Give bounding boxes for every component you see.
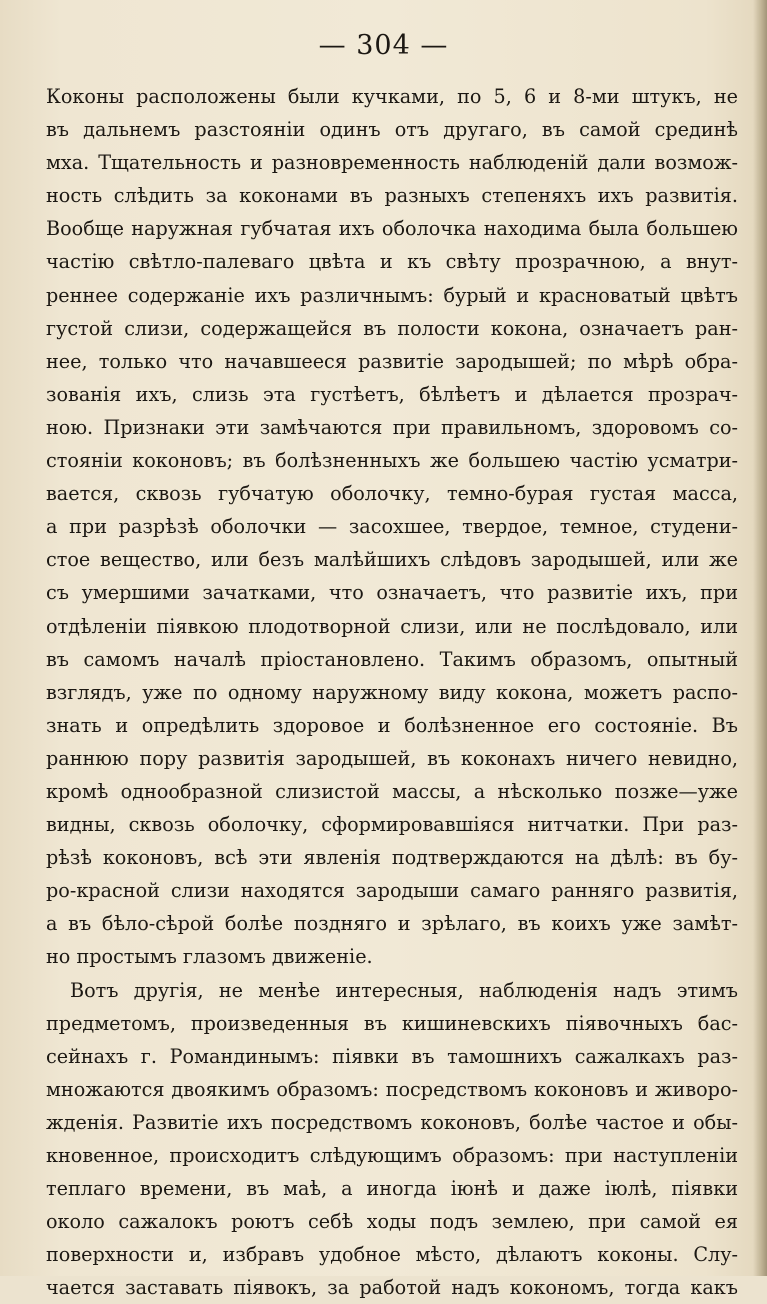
page-number: — 304 — — [318, 30, 449, 61]
page-edge-shadow — [753, 0, 767, 1276]
text-line: но простымъ глазомъ движенiе. — [46, 945, 373, 969]
text-line: мха. Тщательность и разновременность наблюденiй дали возмож- — [46, 151, 738, 175]
text-line: кромѣ однообразной слизистой массы, а нѣсколько позже—уже — [46, 779, 738, 803]
text-line: взглядъ, уже по одному наружному виду кокона, можетъ распо- — [46, 680, 738, 704]
text-line: ность слѣдить за коконами въ разныхъ степеняхъ ихъ развитiя. — [46, 184, 738, 208]
text-line: ро-красной слизи находятся зародыши самаго ранняго развитiя, — [46, 879, 738, 903]
text-line: теплаго времени, въ маѣ, а иногда iюнѣ и даже iюлѣ, пiявки — [46, 1177, 738, 1201]
text-line: отдѣленiи пiявкою плодотворной слизи, или не послѣдовало, или — [46, 614, 738, 638]
text-line: нее, только что начавшееся развитiе зародышей; по мѣрѣ обра- — [46, 349, 738, 373]
text-line: рѣзѣ коконовъ, всѣ эти явленiя подтверждаются на дѣлѣ: въ бу- — [46, 846, 738, 870]
text-line: чается заставать пiявокъ, за работой надъ кокономъ, тогда какъ — [46, 1276, 738, 1300]
text-line: предметомъ, произведенныя въ кишиневскихъ пiявочныхъ бас- — [46, 1011, 738, 1035]
text-line: въ дальнемъ разстоянiи одинъ отъ другаго, въ самой срединѣ — [46, 118, 738, 142]
text-line: а при разрѣзѣ оболочки — засохшее, твердое, темное, студени- — [46, 515, 738, 539]
text-line: ною. Признаки эти замѣчаются при правильномъ, здоровомъ со- — [46, 415, 738, 439]
text-line: съ умершими зачатками, что означаетъ, что развитiе ихъ, при — [46, 581, 738, 605]
text-line: видны, сквозь оболочку, сформировавшiяся нитчатки. При раз- — [46, 813, 738, 837]
text-line: поверхности и, избравъ удобное мѣсто, дѣлаютъ коконы. Слу- — [46, 1243, 738, 1267]
text-line: стоянiи коконовъ; въ болѣзненныхъ же большею частiю усматри- — [46, 449, 738, 473]
text-line: сейнахъ г. Романдинымъ: пiявки въ тамошнихъ сажалкахъ раз- — [46, 1044, 738, 1068]
text-line: вается, сквозь губчатую оболочку, темно-бурая густая масса, — [46, 482, 738, 506]
text-line: знать и опредѣлить здоровое и болѣзненное его состоянiе. Въ — [46, 713, 738, 737]
text-line: Вотъ другiя, не менѣе интересныя, наблюденiя надъ этимъ — [70, 978, 738, 1002]
text-line: кновенное, происходитъ слѣдующимъ образомъ: при наступленiи — [46, 1144, 738, 1167]
text-line: Коконы расположены были кучками, по 5, 6 и 8-ми штукъ, не — [46, 85, 738, 108]
text-line: Вообще наружная губчатая ихъ оболочка находима была большею — [46, 217, 738, 241]
text-line: жденiя. Развитiе ихъ посредствомъ коконовъ, болѣе частое и обы- — [46, 1110, 738, 1134]
text-line: стое вещество, или безъ малѣйшихъ слѣдовъ зародышей, или же — [46, 548, 738, 572]
text-line: зованiя ихъ, слизь эта густѣетъ, бѣлѣетъ и дѣлается прозрач- — [46, 382, 738, 406]
text-line: множаются двоякимъ образомъ: посредствомъ коконовъ и живоро- — [46, 1077, 738, 1101]
text-line: а въ бѣло-сѣрой болѣе поздняго и зрѣлаго, въ коихъ уже замѣт- — [46, 912, 738, 936]
text-line: частiю свѣтло-палеваго цвѣта и къ свѣту прозрачною, а внут- — [46, 250, 738, 274]
body-text — [46, 80, 738, 1304]
text-line: густой слизи, содержащейся въ полости кокона, означаетъ ран- — [46, 316, 738, 340]
text-line: въ самомъ началѣ прiостановлено. Такимъ образомъ, опытный — [46, 647, 738, 671]
text-line: около сажалокъ роютъ себѣ ходы подъ землею, при самой ея — [46, 1210, 738, 1234]
text-line: раннюю пору развитiя зародышей, въ коконахъ ничего невидно, — [46, 746, 738, 770]
text-line: реннее содержанiе ихъ различнымъ: бурый и красноватый цвѣтъ — [46, 283, 738, 307]
